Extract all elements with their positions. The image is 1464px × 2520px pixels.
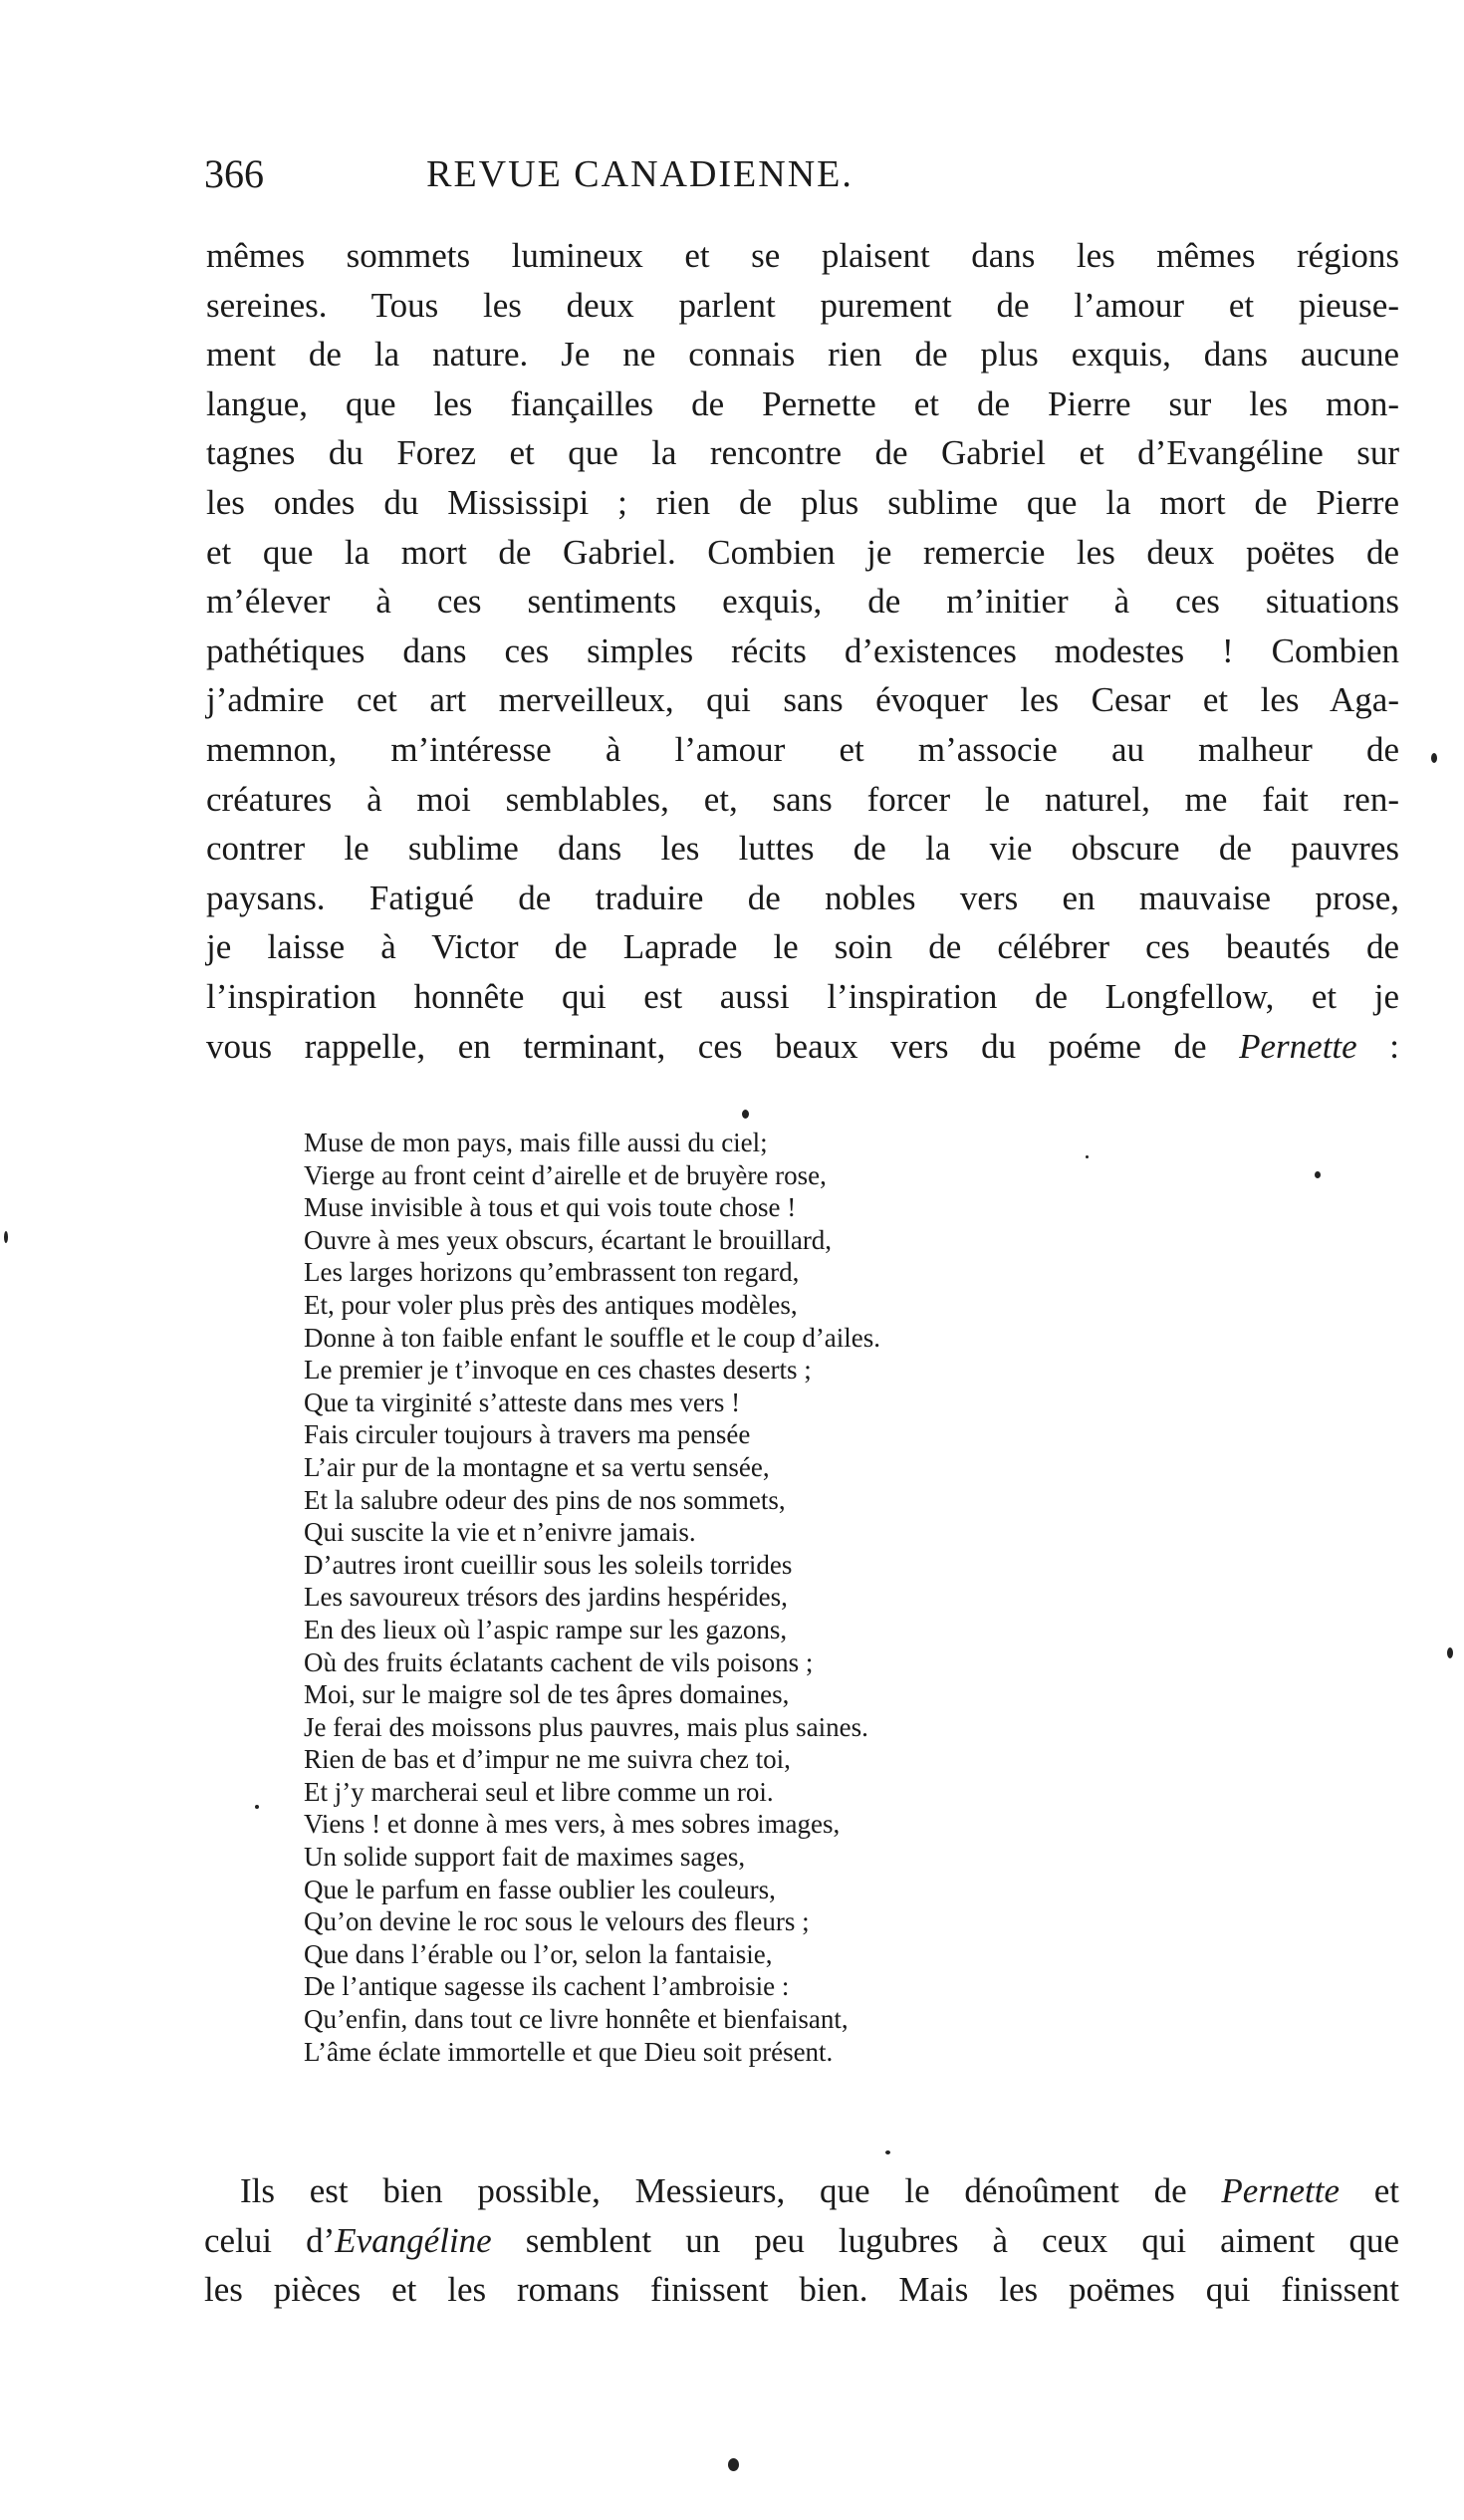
prose-line: et que la mort de Gabriel. Combien je remercie les deux poëtes de [206, 532, 1399, 572]
ink-speck [255, 1805, 259, 1809]
poem-verse: Vierge au front ceint d’airelle et de bruyère rose, [304, 1159, 827, 1190]
poem-verse: Je ferai des moissons plus pauvres, mais plus saines. [304, 1711, 868, 1742]
prose-line [204, 2216, 1399, 2266]
prose-text: et [1339, 2171, 1399, 2210]
poem-verse: Donne à ton faible enfant le souffle et le coup d’ailes. [304, 1322, 881, 1353]
poem-verse: Les savoureux trésors des jardins hespérides, [304, 1582, 788, 1613]
prose-text: Ils est bien possible, Messieurs, que le dénoûment de [240, 2171, 1222, 2210]
poem-verse: Fais circuler toujours à travers ma pensée [304, 1419, 751, 1450]
prose-line [204, 2166, 1399, 2216]
ink-speck [1086, 1155, 1089, 1158]
prose-line: langue, que les fiançailles de Pernette et de Pierre sur les mon- [206, 383, 1399, 423]
running-title: REVUE CANADIENNE. [426, 153, 854, 195]
prose-line: mêmes sommets lumineux et se plaisent dans les mêmes régions [206, 236, 1399, 275]
poem-verse: Qu’enfin, dans tout ce livre honnête et bienfaisant, [304, 2004, 849, 2035]
work-title-pernette: Pernette [1221, 2171, 1340, 2210]
prose-line: contrer le sublime dans les luttes de la vie obscure de pauvres [206, 829, 1399, 869]
poem-verse: De l’antique sagesse ils cachent l’ambroisie : [304, 1971, 790, 2002]
prose-line: ment de la nature. Je ne connais rien de plus exquis, dans aucune [206, 335, 1399, 375]
poem-stanza [304, 1127, 1100, 2068]
poem-verse: Que le parfum en fasse oublier les couleurs, [304, 1874, 776, 1904]
prose-paragraph-top [206, 231, 1399, 1071]
prose-line: les ondes du Mississipi ; rien de plus sublime que la mort de Pierre [206, 482, 1399, 522]
poem-verse: Muse invisible à tous et qui vois toute chose ! [304, 1192, 797, 1223]
prose-line: m’élever à ces sentiments exquis, de m’initier à ces situations [206, 582, 1399, 622]
prose-line: les pièces et les romans finissent bien. Mais les poëmes qui finissent [204, 2270, 1399, 2310]
poem-verse: Qu’on devine le roc sous le velours des fleurs ; [304, 1906, 810, 1937]
prose-text: semblent un peu lugubres à ceux qui aiment que [491, 2220, 1399, 2260]
poem-verse: Qui suscite la vie et n’enivre jamais. [304, 1517, 696, 1548]
prose-line-last [206, 1022, 1399, 1072]
prose-line: créatures à moi semblables, et, sans forcer le naturel, me fait ren- [206, 779, 1399, 819]
ink-speck [885, 2150, 890, 2154]
poem-verse: D’autres iront cueillir sous les soleils torrides [304, 1549, 793, 1580]
prose-line: memnon, m’intéresse à l’amour et m’associe au malheur de [206, 729, 1399, 769]
ink-speck [1315, 1171, 1321, 1178]
prose-line: sereines. Tous les deux parlent purement de l’amour et pieuse- [206, 285, 1399, 325]
poem-verse: Les larges horizons qu’embrassent ton regard, [304, 1257, 800, 1288]
prose-text: vous rappelle, en terminant, ces beaux vers du poéme de [206, 1026, 1240, 1066]
poem-verse: L’air pur de la montagne et sa vertu sensée, [304, 1451, 770, 1482]
poem-verse: Que dans l’érable ou l’or, selon la fantaisie, [304, 1938, 773, 1969]
prose-line: pathétiques dans ces simples récits d’existences modestes ! Combien [206, 630, 1399, 670]
poem-verse: Rien de bas et d’impur ne me suivra chez toi, [304, 1744, 791, 1775]
poem-verse: Muse de mon pays, mais fille aussi du ciel; [304, 1128, 768, 1157]
ink-speck [4, 1231, 8, 1243]
prose-paragraph-bottom [204, 2166, 1399, 2315]
poem-verse: Le premier je t’invoque en ces chastes deserts ; [304, 1355, 812, 1386]
prose-line: je laisse à Victor de Laprade le soin de célébrer ces beautés de [206, 927, 1399, 967]
poem-verse: Où des fruits éclatants cachent de vils poisons ; [304, 1646, 814, 1677]
poem-verse: L’âme éclate immortelle et que Dieu soit présent. [304, 2036, 834, 2067]
poem-verse: Et la salubre odeur des pins de nos sommets, [304, 1484, 786, 1515]
prose-line: l’inspiration honnête qui est aussi l’inspiration de Longfellow, et je [206, 976, 1399, 1016]
prose-text: : [1356, 1026, 1399, 1066]
poem-verse: Et, pour voler plus près des antiques modèles, [304, 1289, 798, 1320]
page-header [204, 149, 1036, 199]
prose-line: j’admire cet art merveilleux, qui sans évoquer les Cesar et les Aga- [206, 680, 1399, 720]
poem-verse: Ouvre à mes yeux obscurs, écartant le brouillard, [304, 1224, 833, 1255]
ink-speck [742, 1110, 749, 1119]
work-title-evangeline: Evangéline [335, 2220, 492, 2260]
ink-speck [1431, 753, 1437, 763]
poem-verse: En des lieux où l’aspic rampe sur les gazons, [304, 1614, 788, 1644]
poem-verse: Et j’y marcherai seul et libre comme un roi. [304, 1776, 774, 1807]
page-number: 366 [204, 151, 264, 196]
poem-verse: Viens ! et donne à mes vers, à mes sobres images, [304, 1809, 841, 1840]
poem-verse: Un solide support fait de maximes sages, [304, 1842, 746, 1873]
work-title-pernette: Pernette [1239, 1026, 1357, 1066]
prose-line: tagnes du Forez et que la rencontre de Gabriel et d’Evangéline sur [206, 433, 1399, 473]
ink-speck [1447, 1647, 1453, 1658]
prose-line: paysans. Fatigué de traduire de nobles vers en mauvaise prose, [206, 878, 1399, 917]
poem-verse: Que ta virginité s’atteste dans mes vers ! [304, 1386, 741, 1417]
poem-verse: Moi, sur le maigre sol de tes âpres domaines, [304, 1679, 790, 1710]
ink-speck [728, 2458, 739, 2471]
prose-text: celui d’ [204, 2220, 336, 2260]
